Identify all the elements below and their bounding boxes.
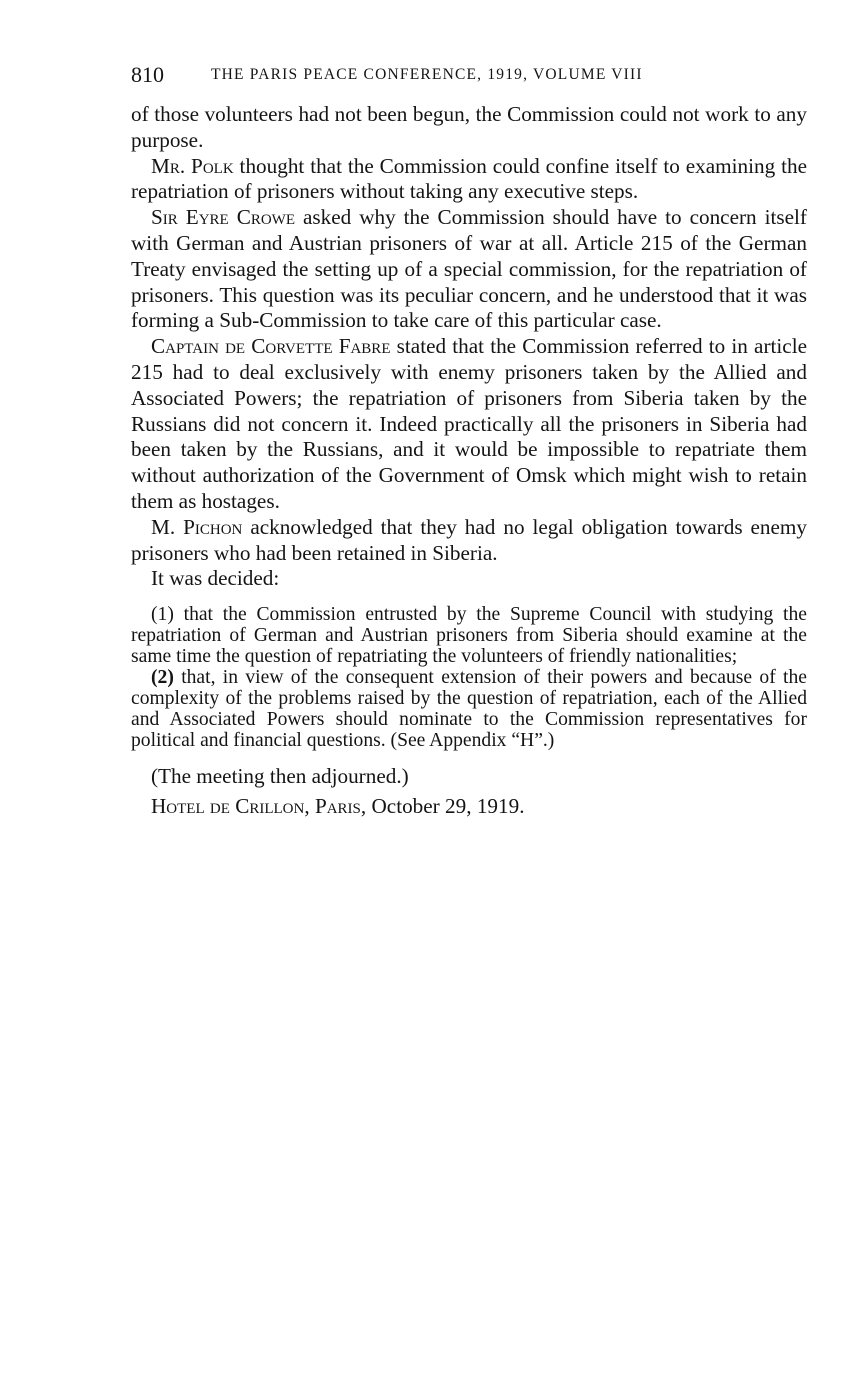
- decision-item: [131, 604, 807, 667]
- decision-number: (1): [151, 604, 174, 626]
- speaker-name: Captain de Corvette Fabre: [151, 334, 391, 359]
- signoff-city: Paris: [314, 793, 361, 818]
- running-head: THE PARIS PEACE CONFERENCE, 1919, VOLUME VIII: [211, 66, 643, 83]
- decision-item: [131, 667, 807, 751]
- paragraph-text: asked why the Commission should have to concern itself with German and Austrian prisoners of war at all. Article 215 of the German Treaty envisaged the setting up of a special commission, for the repatriation of prisoners. This question was its peculiar concern, and he understood that it was forming a Sub-Commission to take care of this particular case.: [131, 205, 807, 333]
- page-header: [131, 60, 807, 90]
- paragraph-pichon: [131, 515, 807, 567]
- signoff-date: , October 29, 1919.: [360, 793, 525, 818]
- signoff-place: Hotel de Crillon: [151, 793, 305, 818]
- signoff-line: Hotel de Crillon, Paris, October 29, 1919.: [151, 793, 525, 818]
- paragraph-fabre: [131, 334, 807, 515]
- paragraph-text: stated that the Commission referred to in article 215 had to deal exclusively with enemy prisoners taken by the Allied and Associated Powers; the repatriation of prisoners from Siberia taken by the Russians did not concern it. Indeed practically all the prisoners in Siberia had been taken by the Russians, and it would be impossible to repatriate them without authorization of the Government of Omsk which might wish to retain them as hostages.: [131, 334, 807, 513]
- decision-number: (2): [151, 667, 174, 689]
- paragraph-continuation: of those volunteers had not been begun, the Commission could not work to any purpose.: [131, 102, 807, 152]
- paragraph-crowe: [131, 205, 807, 334]
- paragraph-decided: It was decided:: [151, 566, 280, 591]
- paragraph-polk: [131, 154, 807, 206]
- paragraph-text: thought that the Commission could confine itself to examining the repatriation of prisoners without taking any executive steps.: [131, 153, 807, 204]
- paragraph-text: acknowledged that they had no legal obligation towards enemy prisoners who had been retained in Siberia.: [131, 514, 807, 565]
- speaker-name: Pichon: [183, 514, 243, 539]
- speaker-prefix: M.: [151, 514, 184, 539]
- decision-list: [131, 604, 807, 751]
- speaker-name: Mr. Polk: [151, 153, 234, 178]
- speaker-name: Sir Eyre Crowe: [151, 205, 295, 230]
- decision-text: that the Commission entrusted by the Supreme Council with studying the repatriation of German and Austrian prisoners from Siberia should examine at the same time the question of repatriating the volunteers of friendly nationalities;: [131, 604, 807, 668]
- adjourned-note: (The meeting then adjourned.): [151, 764, 409, 789]
- document-page: [131, 60, 807, 820]
- decision-text: that, in view of the consequent extension of their powers and because of the complexity of the problems raised by the question of repatriation, each of the Allied and Associated Powers should nominate to the Commission representatives for political and financial questions. (See Appendix “H”.): [131, 667, 807, 752]
- page-number: 810: [131, 62, 164, 87]
